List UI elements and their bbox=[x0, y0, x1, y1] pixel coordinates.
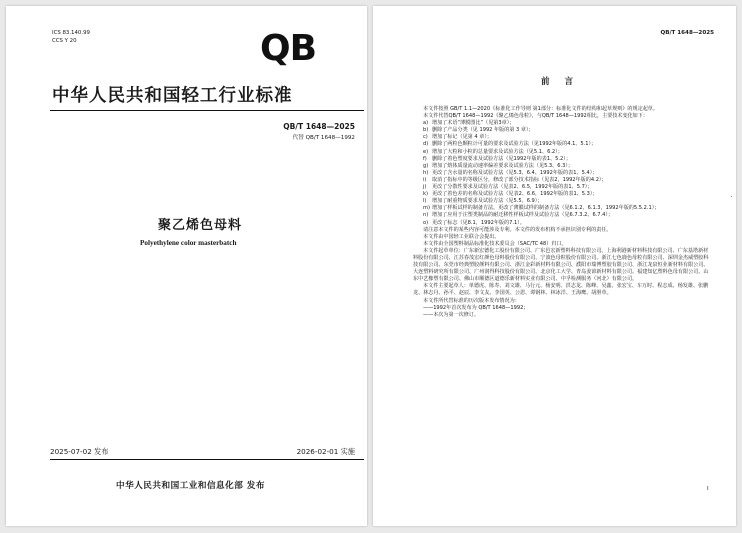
change-item: f) 删除了着色塑度要求及试验方法（见1992年版的表1、5.2）； bbox=[423, 155, 571, 162]
issuer: 中华人民共和国工业和信息化部 发布 bbox=[116, 481, 265, 491]
standard-number: QB/T 1648—2025 bbox=[283, 122, 355, 131]
margin-mark bbox=[731, 196, 732, 197]
preface-title: 前 言 bbox=[541, 77, 579, 87]
history-item: ——本次为第一次修订。 bbox=[423, 311, 480, 318]
replaces-note: 代替 QB/T 1648—1992 bbox=[292, 135, 355, 141]
document-title-en: Polyethylene color masterbatch bbox=[140, 239, 237, 247]
qb-logo: QB bbox=[260, 28, 317, 69]
change-item: i) 取消了指标中的等级区分，修改了部分技术指标（见表2，1992年版的4.2）； bbox=[423, 176, 607, 183]
change-item: h) 更改了含水量的名称及试验方法（见5.3、6.4、1992年版的表1、5.4）； bbox=[423, 169, 598, 176]
ccs-code: CCS Y 20 bbox=[52, 38, 77, 44]
change-item: c) 增加了标记（见第 4 章）； bbox=[423, 134, 492, 141]
document-title-cn: 聚乙烯色母料 bbox=[158, 218, 243, 233]
change-item: a) 增加了术语“薄膜图比”（见第3章）； bbox=[423, 120, 515, 127]
issue-date: 2025-07-02 发布 bbox=[50, 447, 109, 456]
managed-by: 本文件由全国塑料制品标准化技术委员会（SAC/TC 48）归口。 bbox=[423, 240, 567, 247]
intro-paragraph-1: 本文件按照 GB/T 1.1—2020《标准化工作导则 第1部分：标准化文件的结构和起草规则》的规定起草。 bbox=[423, 106, 658, 112]
change-item: e) 增加了大粒和小粒的总量要求及试验方法（见5.1、6.2）； bbox=[423, 148, 563, 155]
drafters: 本文件主要起草人：单德虎、陈寿、刘文雄、马行元、杨安明、洪志龙、陈峰、吴鑫、张宏宝、车万时、程志成、杨发雄、张鹏龙、林志丹、孙平、赵辰、李文友、李国英、公恩、谭钢林、林冰洋、王海鹰、胡胆草。 bbox=[413, 283, 709, 297]
change-item: m) 增加了样板试样的制备方法，更改了薄膜试样的制备方法（见6.1.2、6.1.3，1992年版的5.5.2.1）； bbox=[423, 205, 660, 212]
change-item: l) 增加了耐重物质要求及试验方法（见5.5、6.9）； bbox=[423, 198, 543, 205]
cover-page bbox=[6, 6, 367, 526]
date-rule bbox=[50, 459, 364, 460]
preface-page bbox=[373, 6, 736, 526]
standard-name: 中华人民共和国轻工行业标准 bbox=[52, 86, 293, 106]
patent-note: 请注意本文件的某些内容可能涉及专利。本文件的发布机构不承担识别专利的责任。 bbox=[423, 226, 612, 233]
preface-body bbox=[413, 106, 713, 319]
change-item: k) 更改了着色差的名称及试验方法（见表2、6.6，1992年版的表1、5.3）； bbox=[423, 191, 598, 198]
change-item: b) 删除了产品分类（见 1992 年版的第 3 章）； bbox=[423, 127, 534, 134]
intro-paragraph-2: 本文件代替QB/T 1648—1992《聚乙烯色母粒》，与QB/T 1648—1992相比，主要技术变化如下： bbox=[423, 113, 648, 120]
change-item: o) 更改了标志（见8.1，1992年版的7.1）。 bbox=[423, 219, 525, 226]
drafting-units: 本文件起草单位：广东新宏德化工股份有限公司、广东邑宏新塑料科技有限公司、上海利港新材料科技有限公司、广东基塔新材料股份有限公司、江苏春茂宏红颜色母料股份有限公司、宁波色母粒股份有限公司、浙江七色鹿色母粒有限公司、深圳金杰威塑胶科技有限公司、东莞市经典塑胶颜料有限公司、浙江金彩新材料有限公司、濮阳市瑞博塑胶有限公司、浙江龙泉恒业新材料有限公司、大连塑料研究所有限公司、广州润得科技股份有限公司、北京化工大学、青岛姜谚新材料有限公司、福建知亿塑料色母有限公司、山东中艺橡塑有限公司、佛山市顺德区道德乐新材料实业有限公司、中孚检测服务（河北）有限公司。 bbox=[413, 247, 709, 283]
proposed-by: 本文件由中国轻工业联合会提出。 bbox=[423, 233, 500, 240]
change-item: n) 增加了应用于注塑类制品的耐迁移性样板试样及试验方法（见6.7.3.2、6.7.4）； bbox=[423, 212, 614, 219]
history-item: ——1992年首次发布为 QB/T 1648—1992； bbox=[423, 304, 529, 311]
title-rule bbox=[50, 110, 364, 111]
ics-code: ICS 83.140.99 bbox=[52, 30, 90, 36]
change-item: g) 增加了熔体质量流动速率偏差要求及试验方法（见5.3、6.3）； bbox=[423, 162, 573, 169]
history-intro: 本文件所代替标准的历次版本发布情况为： bbox=[423, 297, 520, 304]
header-standard-number: QB/T 1648—2025 bbox=[660, 30, 714, 36]
page-number: I bbox=[707, 486, 709, 492]
implement-date: 2026-02-01 实施 bbox=[296, 447, 355, 456]
change-item: j) 更改了分散性要求及试验方法（见表2、6.5，1992年版的表1、5.7）； bbox=[423, 184, 593, 191]
change-item: d) 删除了两粒色颗粒计可量的要求及试验方法（见1992年版的4.1、5.1）； bbox=[423, 141, 597, 148]
